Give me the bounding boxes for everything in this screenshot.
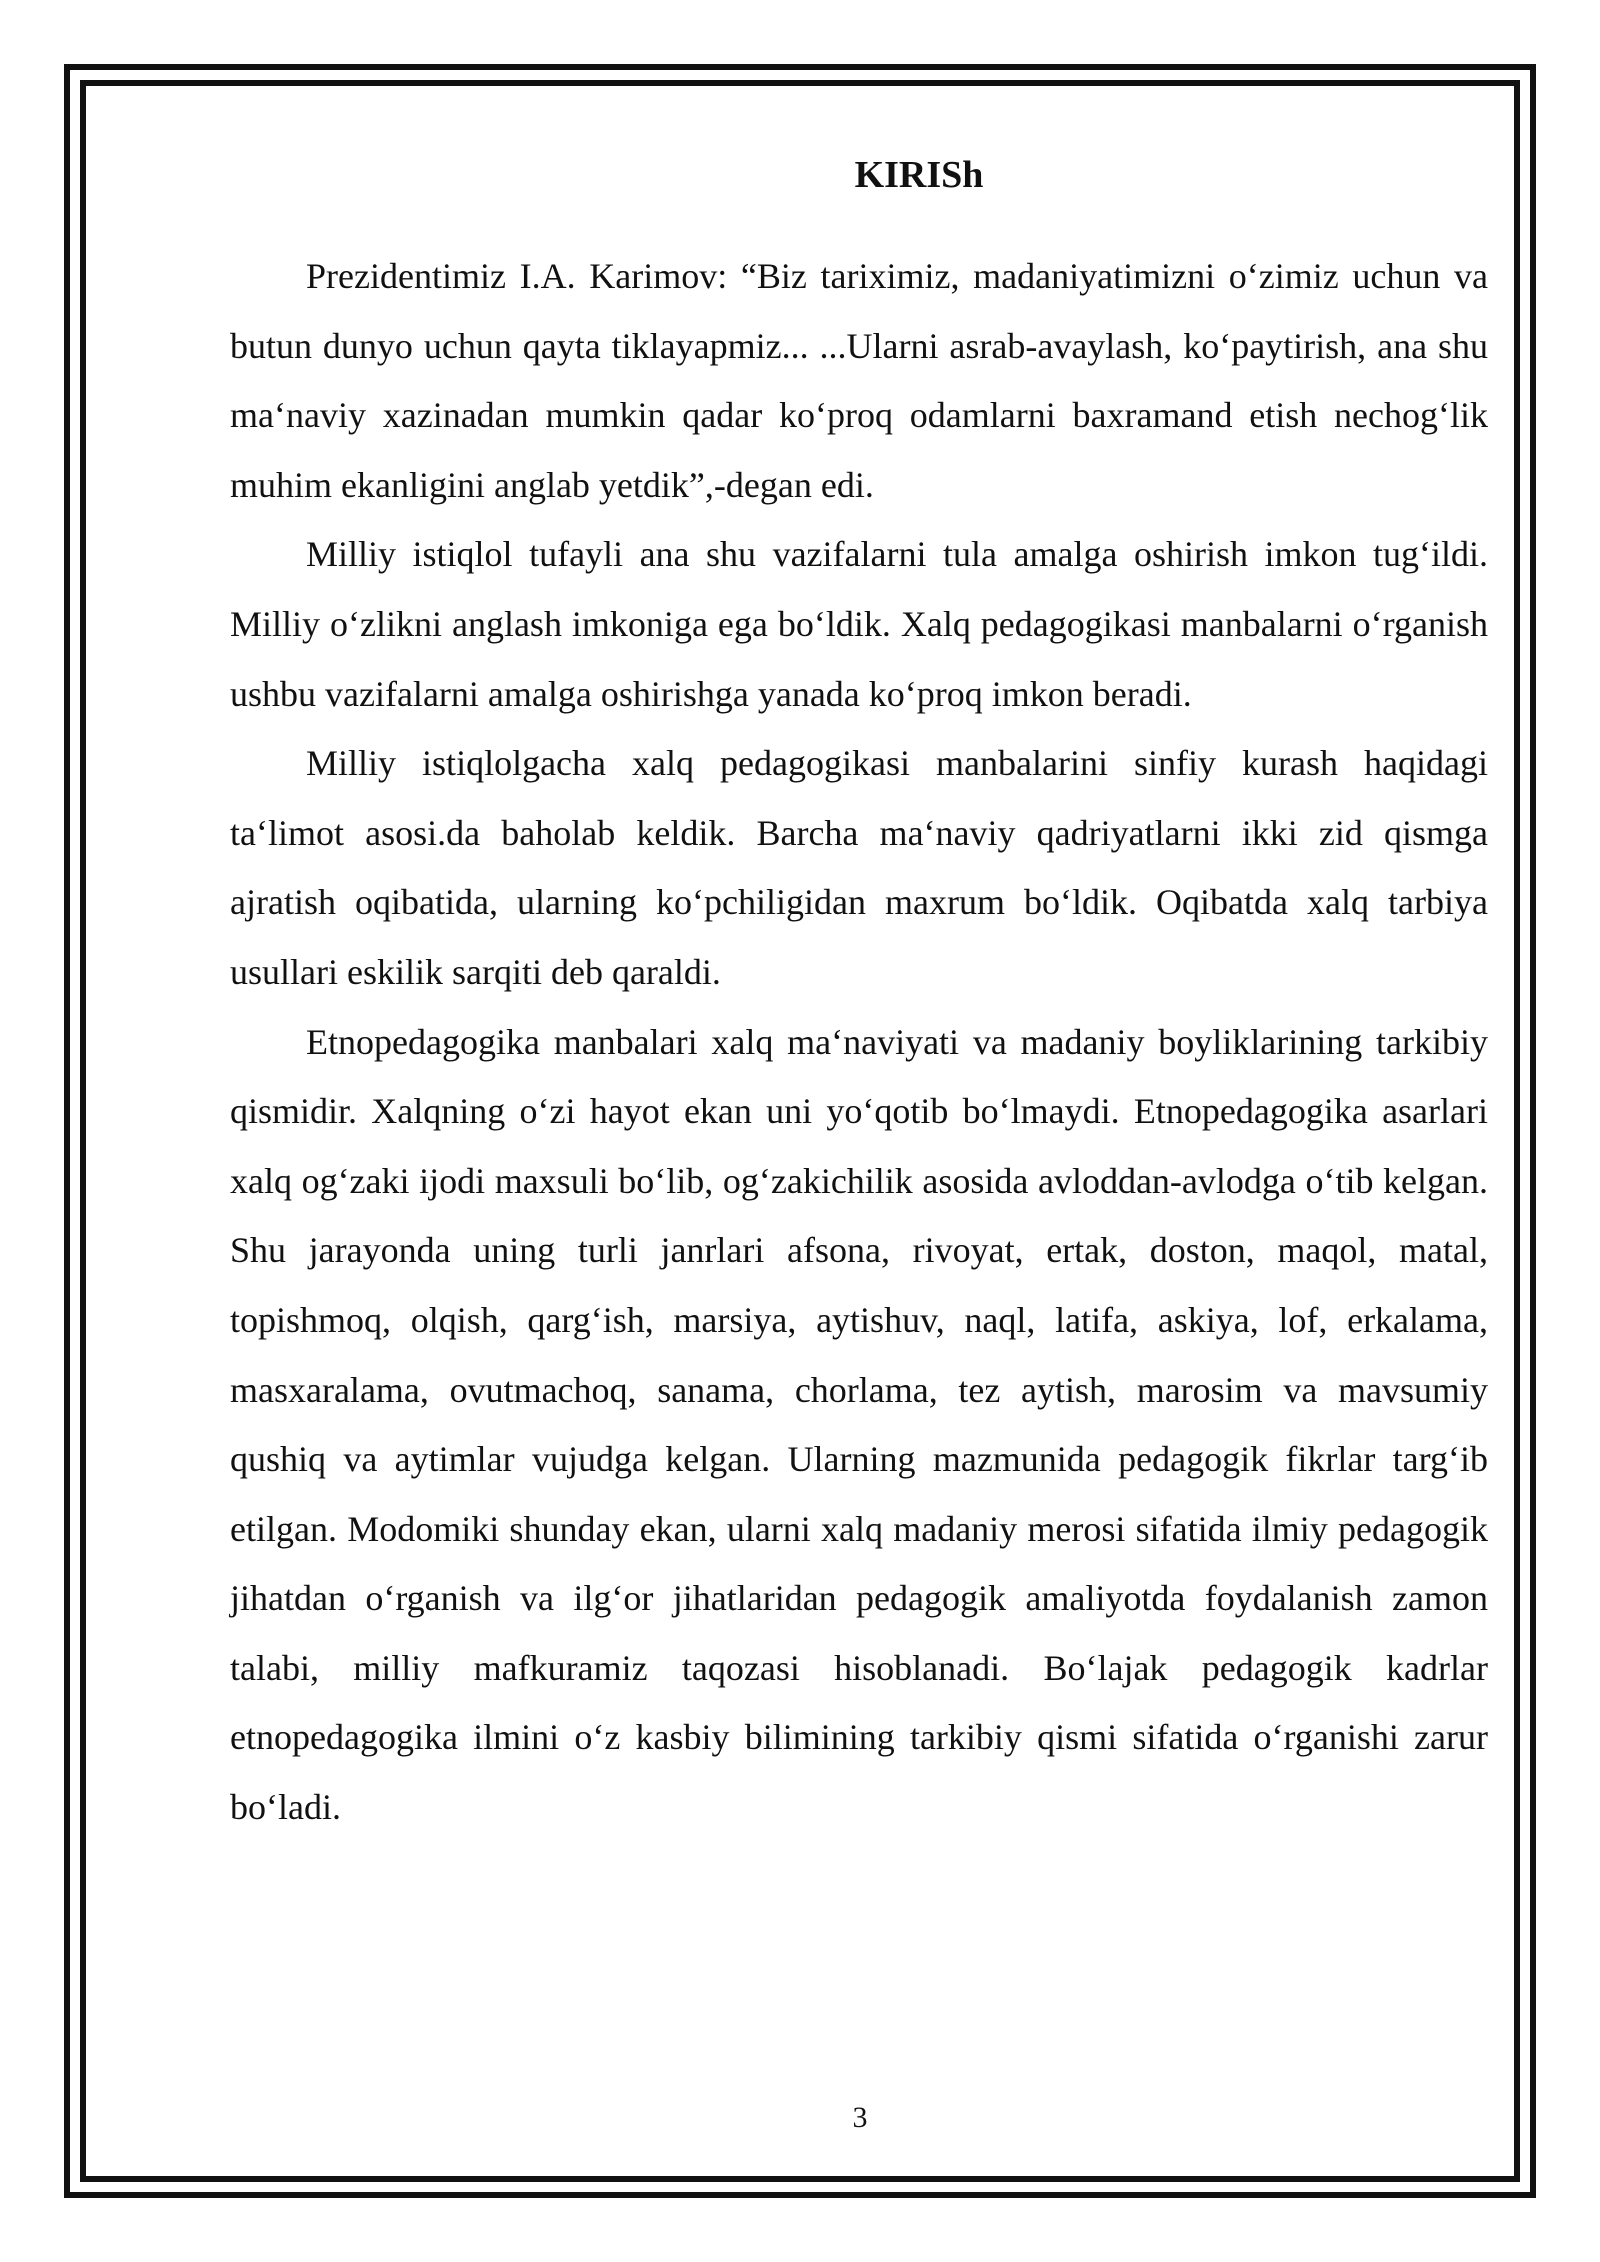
page-number: 3: [852, 2101, 868, 2134]
page-title: KIRISh: [854, 154, 984, 196]
paragraph-3: Milliy istiqlolgacha xalq pedagogikasi manbalarini sinfiy kurash haqidagi ta‘limot asosi.da baholab keldik. Barcha ma‘naviy qadriyatlarni ikki zid qismga ajratish oqibatida, ularning ko‘pchiligidan maxrum bo‘ldik. Oqibatda xalq tarbiya usullari eskilik sarqiti deb qaraldi.: [230, 743, 1488, 992]
paragraph-1: Prezidentimiz I.A. Karimov: “Biz tariximiz, madaniyatimizni o‘zimiz uchun va butun dunyo uchun qayta tiklayapmiz... ...Ularni asrab-avaylash, ko‘paytirish, ana shu ma‘naviy xazinadan mumkin qadar ko‘proq odamlarni baxramand etish nechog‘lik muhim ekanligini anglab yetdik”,-degan edi.: [230, 256, 1488, 505]
paragraph-2: Milliy istiqlol tufayli ana shu vazifalarni tula amalga oshirish imkon tug‘ildi. Milliy o‘zlikni anglash imkoniga ega bo‘ldik. Xalq pedagogikasi manbalarni o‘rganish ushbu vazifalarni amalga oshirishga yanada ko‘proq imkon beradi.: [230, 534, 1488, 714]
paragraph-4: Etnopedagogika manbalari xalq ma‘naviyati va madaniy boyliklarining tarkibiy qismidir. Xalqning o‘zi hayot ekan uni yo‘qotib bo‘lmaydi. Etnopedagogika asarlari xalq og‘zaki ijodi maxsuli bo‘lib, og‘zakichilik asosida avloddan-avlodga o‘tib kelgan. Shu jarayonda uning turli janrlari afsona, rivoyat, ertak, doston, maqol, matal, topishmoq, olqish, qarg‘ish, marsiya, aytishuv, naql, latifa, askiya, lof, erkalama, masxaralama, ovutmachoq, sanama, chorlama, tez aytish, marosim va mavsumiy qushiq va aytimlar vujudga kelgan. Ularning mazmunida pedagogik fikrlar targ‘ib etilgan. Modomiki shunday ekan, ularni xalq madaniy merosi sifatida ilmiy pedagogik jihatdan o‘rganish va ilg‘or jihatlaridan pedagogik amaliyotda foydalanish zamon talabi, milliy mafkuramiz taqozasi hisoblanadi. Bo‘lajak pedagogik kadrlar etnopedagogika ilmini o‘z kasbiy bilimining tarkibiy qismi sifatida o‘rganishi zarur bo‘ladi.: [230, 1021, 1488, 1828]
page-content: [230, 140, 1488, 1843]
